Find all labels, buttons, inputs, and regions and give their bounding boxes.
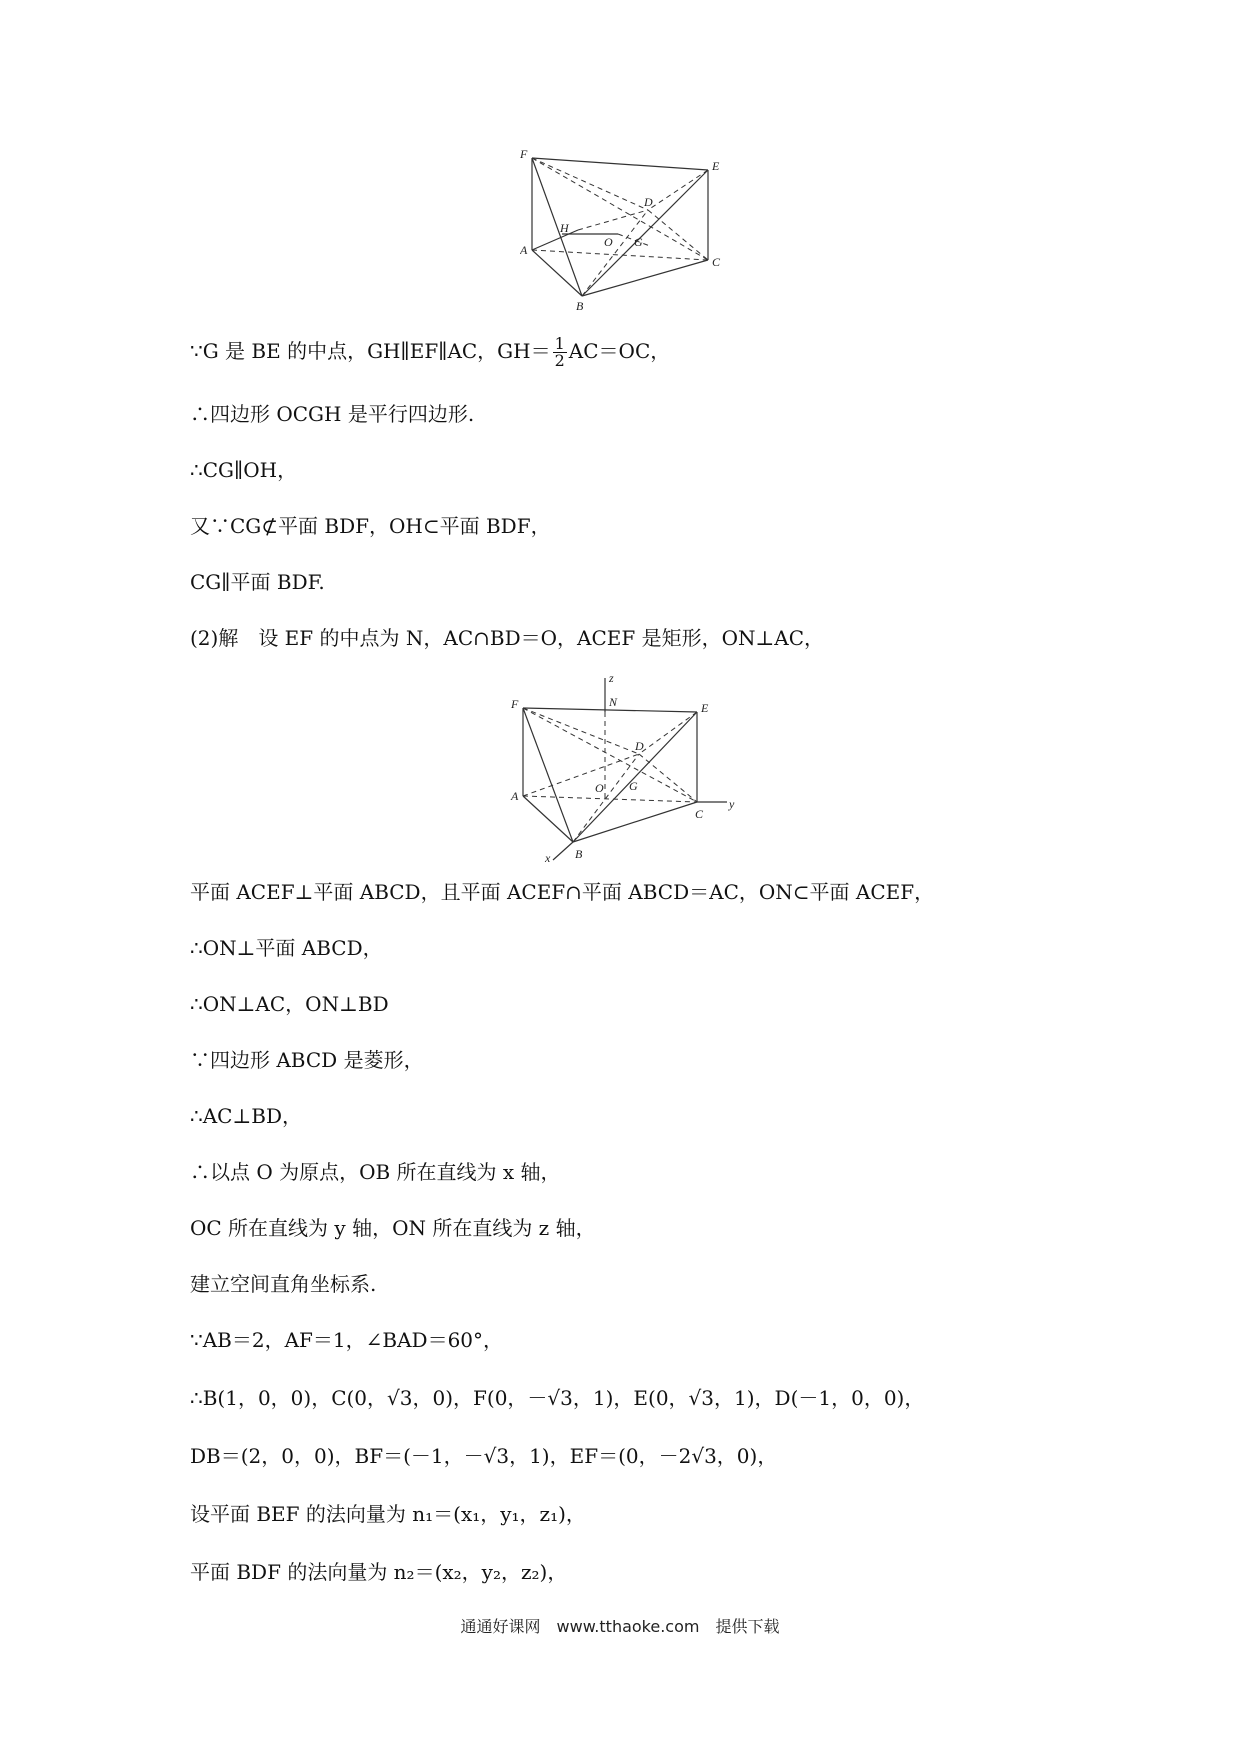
label-D2: D [635, 739, 644, 753]
label-B: B [576, 299, 584, 310]
text-line-3: ∴CG∥OH， [190, 458, 298, 482]
text-line-4: 又∵CG⊄平面 BDF，OH⊂平面 BDF， [190, 514, 551, 538]
text-line-2: ∴四边形 OCGH 是平行四边形. [190, 402, 475, 426]
label-O: O [604, 235, 613, 249]
label-F: F [520, 150, 528, 161]
text-line-6: (2)解 设 EF 的中点为 N，AC∩BD＝O，ACEF 是矩形，ON⊥AC， [190, 626, 825, 650]
text-line-8: ∴ON⊥平面 ABCD， [190, 936, 383, 960]
fraction-half: $\frac{1}{2}$ [554, 334, 565, 370]
label-O2: O [595, 781, 604, 795]
label-D: D [644, 195, 653, 209]
text-line-9: ∴ON⊥AC，ON⊥BD [190, 992, 389, 1016]
text-line-5: CG∥平面 BDF. [190, 570, 325, 594]
text-line-16: ∴B(1，0，0)，C(0，√3，0)，F(0，－√3，1)，E(0，√3，1)，D(－1，0，0)， [190, 1386, 925, 1410]
label-C2: C [695, 807, 704, 821]
label-B2: B [575, 847, 583, 861]
text-line-14: 建立空间直角坐标系. [190, 1272, 377, 1296]
label-E2: E [701, 701, 709, 715]
label-H: H [560, 221, 569, 235]
label-y: y [729, 797, 735, 811]
page-footer: 通通好课网 www.tthaoke.com 提供下载 [460, 1617, 780, 1636]
text-line-12: ∴以点 O 为原点，OB 所在直线为 x 轴， [190, 1160, 561, 1184]
text-line-18: 设平面 BEF 的法向量为 n₁＝(x₁，y₁，z₁)， [190, 1502, 586, 1526]
text-line-1b: AC＝OC， [568, 339, 671, 363]
label-G: G [634, 235, 643, 249]
text-line-10: ∵四边形 ABCD 是菱形， [190, 1048, 424, 1072]
label-F2: F [511, 697, 519, 711]
label-A2: A [511, 789, 519, 803]
figure-pyramid-1 [520, 150, 730, 310]
label-G2: G [629, 779, 638, 793]
label-z: z [609, 672, 614, 685]
text-line-17: DB＝(2，0，0)，BF＝(－1，－√3，1)，EF＝(0，－2√3，0)， [190, 1444, 778, 1468]
label-x: x [545, 851, 551, 862]
label-E: E [712, 159, 720, 173]
text-line-7: 平面 ACEF⊥平面 ABCD，且平面 ACEF∩平面 ABCD＝AC，ON⊂平面 ACEF， [190, 880, 935, 904]
text-line-11: ∴AC⊥BD， [190, 1104, 303, 1128]
text-line-13: OC 所在直线为 y 轴，ON 所在直线为 z 轴， [190, 1216, 596, 1240]
label-A: A [520, 243, 528, 257]
text-line-1 [190, 336, 670, 369]
figure-pyramid-2 [505, 672, 745, 862]
text-line-1a: ∵G 是 BE 的中点，GH∥EF∥AC，GH＝ [190, 339, 551, 363]
label-N: N [609, 695, 618, 709]
text-line-19: 平面 BDF 的法向量为 n₂＝(x₂，y₂，z₂)， [190, 1560, 568, 1584]
text-line-15: ∵AB＝2，AF＝1，∠BAD＝60°， [190, 1328, 504, 1352]
label-C: C [712, 255, 721, 269]
